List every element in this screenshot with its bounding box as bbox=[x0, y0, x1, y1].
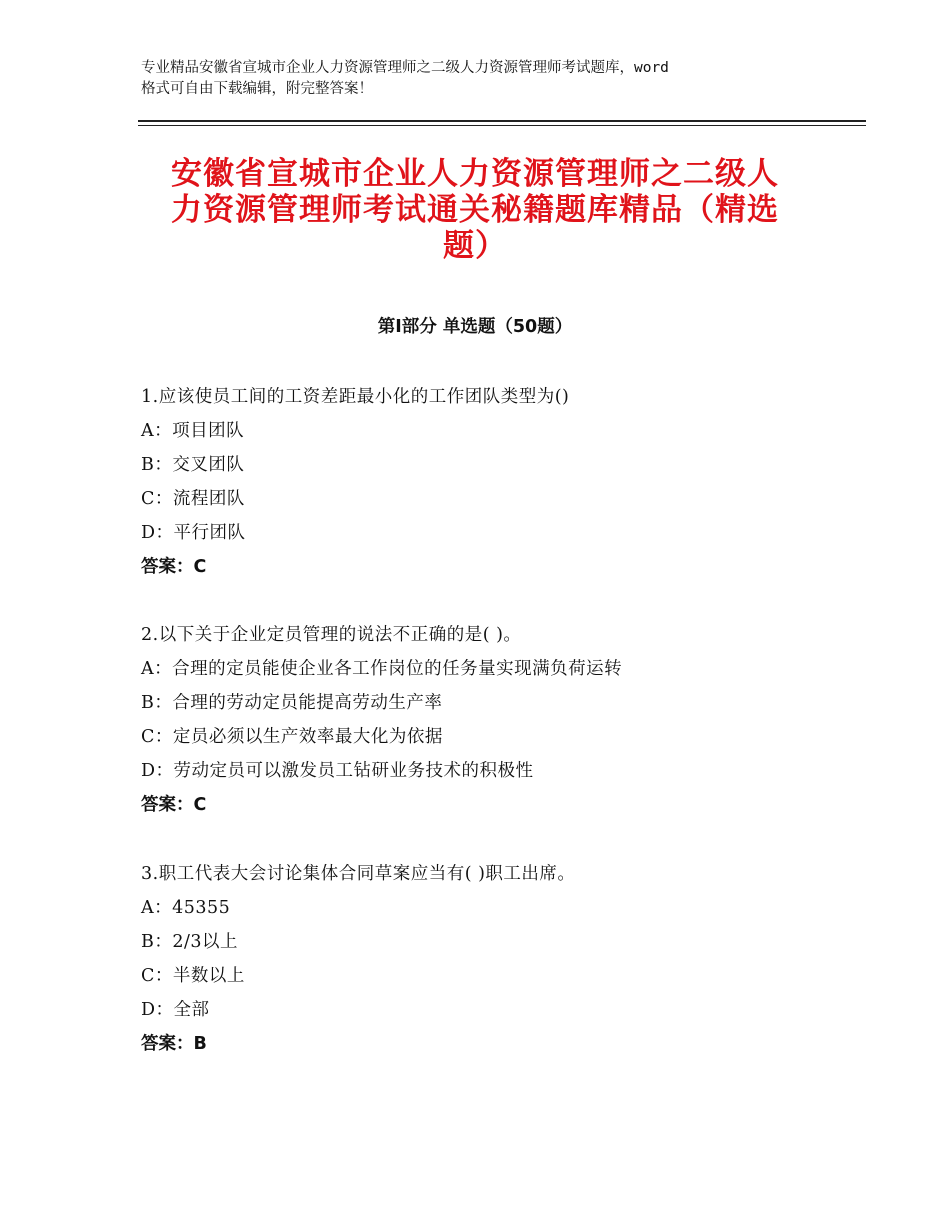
option-d: D：平行团队 bbox=[141, 523, 246, 543]
option-d: D：劳动定员可以激发员工钻研业务技术的积极性 bbox=[141, 761, 534, 781]
answer: 答案：C bbox=[141, 795, 207, 815]
option-b: B：交叉团队 bbox=[141, 455, 245, 475]
option-a: A：项目团队 bbox=[141, 421, 245, 441]
option-a: A：合理的定员能使企业各工作岗位的任务量实现满负荷运转 bbox=[141, 659, 623, 679]
question-1 bbox=[141, 380, 861, 584]
option-b: B：2/3以上 bbox=[141, 932, 239, 952]
document-title bbox=[140, 156, 810, 264]
option-d: D：全部 bbox=[141, 1000, 210, 1020]
document-title-line-3: 题） bbox=[443, 228, 507, 264]
document-title-line-2: 力资源管理师考试通关秘籍题库精品（精选 bbox=[171, 192, 779, 228]
option-a: A：45355 bbox=[141, 898, 231, 918]
header-note bbox=[141, 58, 831, 100]
header-divider-thin bbox=[138, 125, 866, 126]
answer: 答案：C bbox=[141, 557, 207, 577]
question-text: 1.应该使员工间的工资差距最小化的工作团队类型为() bbox=[141, 387, 570, 407]
header-note-line-1: 专业精品安徽省宣城市企业人力资源管理师之二级人力资源管理师考试题库，word bbox=[141, 60, 669, 76]
option-c: C：流程团队 bbox=[141, 489, 245, 509]
document-title-line-1: 安徽省宣城市企业人力资源管理师之二级人 bbox=[171, 156, 779, 192]
question-text: 2.以下关于企业定员管理的说法不正确的是( )。 bbox=[141, 625, 522, 645]
option-b: B：合理的劳动定员能提高劳动生产率 bbox=[141, 693, 443, 713]
question-3 bbox=[141, 857, 861, 1061]
question-text: 3.职工代表大会讨论集体合同草案应当有( )职工出席。 bbox=[141, 864, 576, 884]
header-divider-thick bbox=[138, 120, 866, 122]
option-c: C：定员必须以生产效率最大化为依据 bbox=[141, 727, 443, 747]
answer: 答案：B bbox=[141, 1034, 207, 1054]
question-2 bbox=[141, 618, 861, 822]
option-c: C：半数以上 bbox=[141, 966, 245, 986]
header-note-line-2: 格式可自由下载编辑，附完整答案！ bbox=[141, 81, 373, 97]
section-title: 第Ⅰ部分 单选题（50题） bbox=[377, 317, 573, 337]
